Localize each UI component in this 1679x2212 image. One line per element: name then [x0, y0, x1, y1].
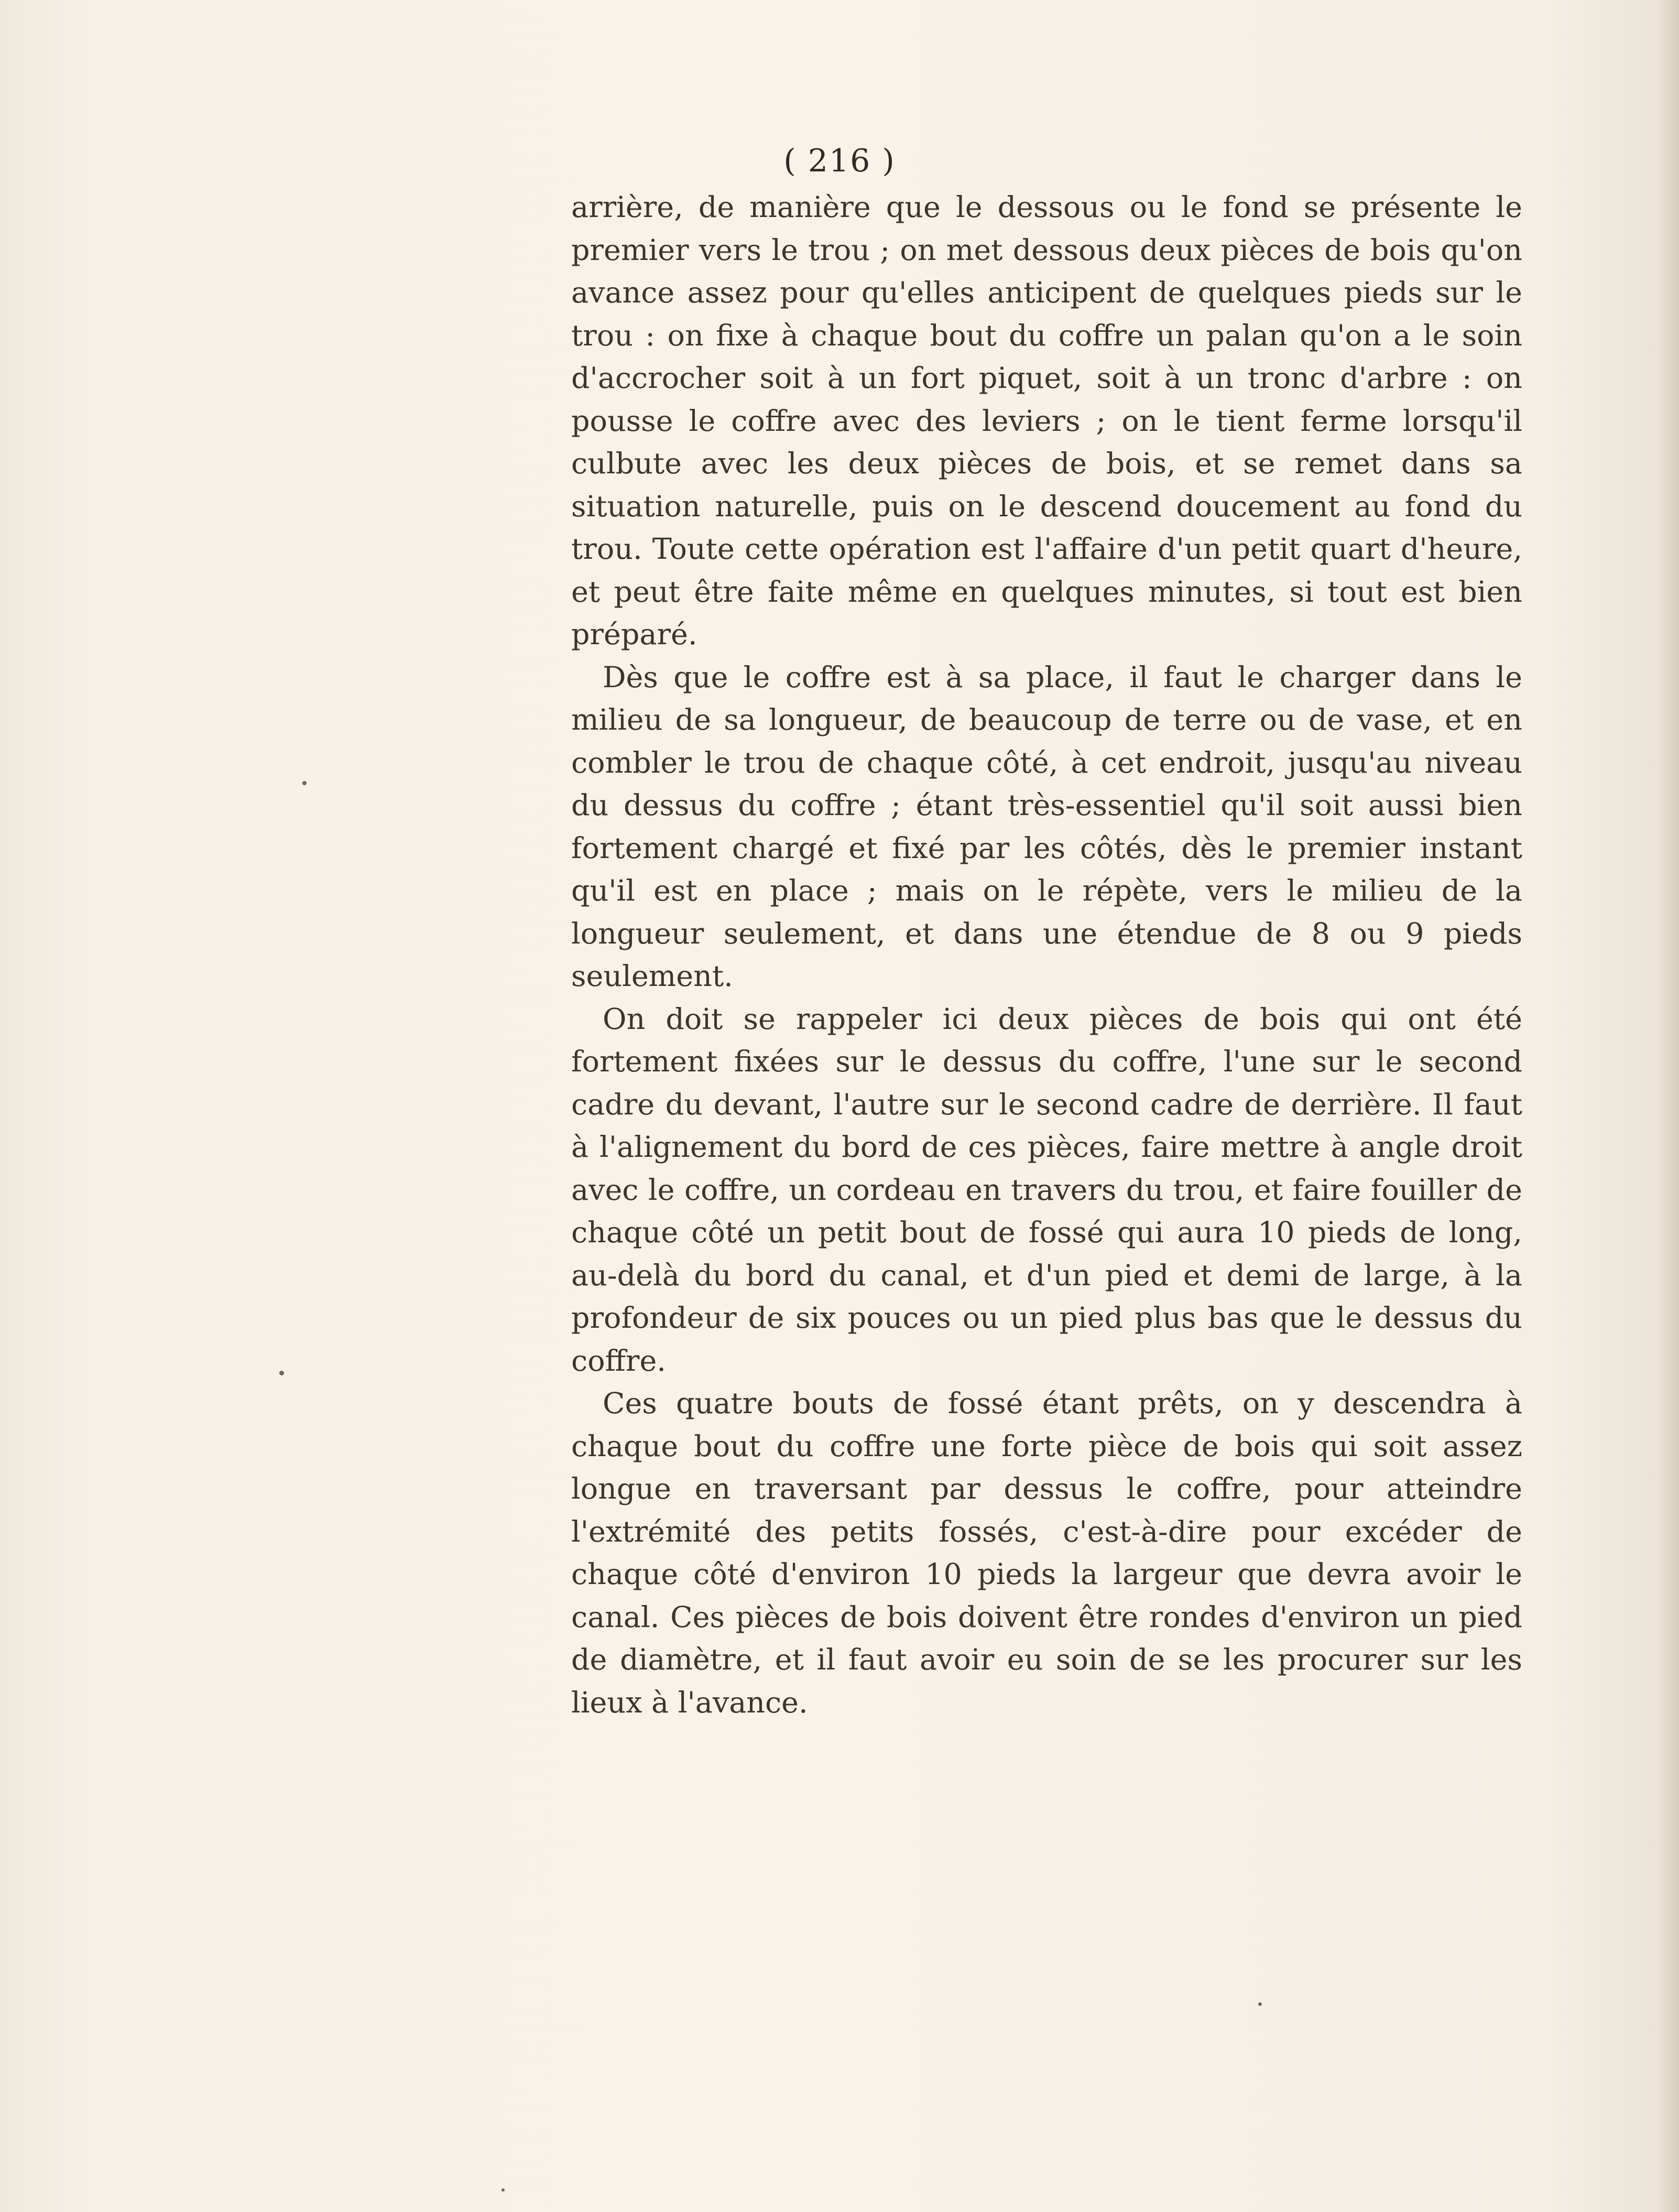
paragraph-3: On doit se rappeler ici deux pièces de bois qui ont été fortement fixées sur le dessus du coffre, l'une sur le second cadre du devant, l'autre sur le second cadre de derrière. Il faut à l'alignement du bord de ces pièces, faire mettre à angle droit avec le coffre, un cordeau en travers du trou, et faire fouiller de chaque côté un petit bout de fossé qui aura 10 pieds de long, au-delà du bord du canal, et d'un pied et demi de large, à la profondeur de six pouces ou un pied plus bas que le dessus du coffre.	[571, 1002, 1522, 1378]
paper-speck	[302, 781, 307, 785]
page-number: ( 216 )	[783, 143, 896, 179]
paper-speck	[501, 2188, 505, 2192]
paragraph-1: arrière, de manière que le dessous ou le fond se présente le premier vers le trou ; on met dessous deux pièces de bois qu'on avance assez pour qu'elles anticipent de quelques pieds sur le trou : on fixe à chaque bout du coffre un palan qu'on a le soin d'accrocher soit à un fort piquet, soit à un tronc d'arbre : on pousse le coffre avec des leviers ; on le tient ferme lorsqu'il culbute avec les deux pièces de bois, et se remet dans sa situation naturelle, puis on le descend doucement au fond du trou. Toute cette opération est l'affaire d'un petit quart d'heure, et peut être faite même en quelques minutes, si tout est bien préparé.	[571, 190, 1522, 652]
paragraph-2: Dès que le coffre est à sa place, il faut le charger dans le milieu de sa longueur, de beaucoup de terre ou de vase, et en combler le trou de chaque côté, à cet endroit, jusqu'au niveau du dessus du coffre ; étant très-essentiel qu'il soit aussi bien fortement chargé et fixé par les côtés, dès le premier instant qu'il est en place ; mais on le répète, vers le milieu de la longueur seulement, et dans une étendue de 8 ou 9 pieds seulement.	[571, 660, 1522, 993]
paper-speck	[1258, 2002, 1262, 2006]
page-edge-shadow	[1658, 0, 1679, 2212]
paper-speck	[279, 1371, 284, 1375]
paragraph-4: Ces quatre bouts de fossé étant prêts, on y descendra à chaque bout du coffre une forte pièce de bois qui soit assez longue en traversant par dessus le coffre, pour atteindre l'extrémité des petits fossés, c'est-à-dire pour excéder de chaque côté d'environ 10 pieds la largeur que devra avoir le canal. Ces pièces de bois doivent être rondes d'environ un pied de diamètre, et il faut avoir eu soin de se les procurer sur les lieux à l'avance.	[571, 1386, 1522, 1720]
body-text	[571, 186, 1522, 1724]
